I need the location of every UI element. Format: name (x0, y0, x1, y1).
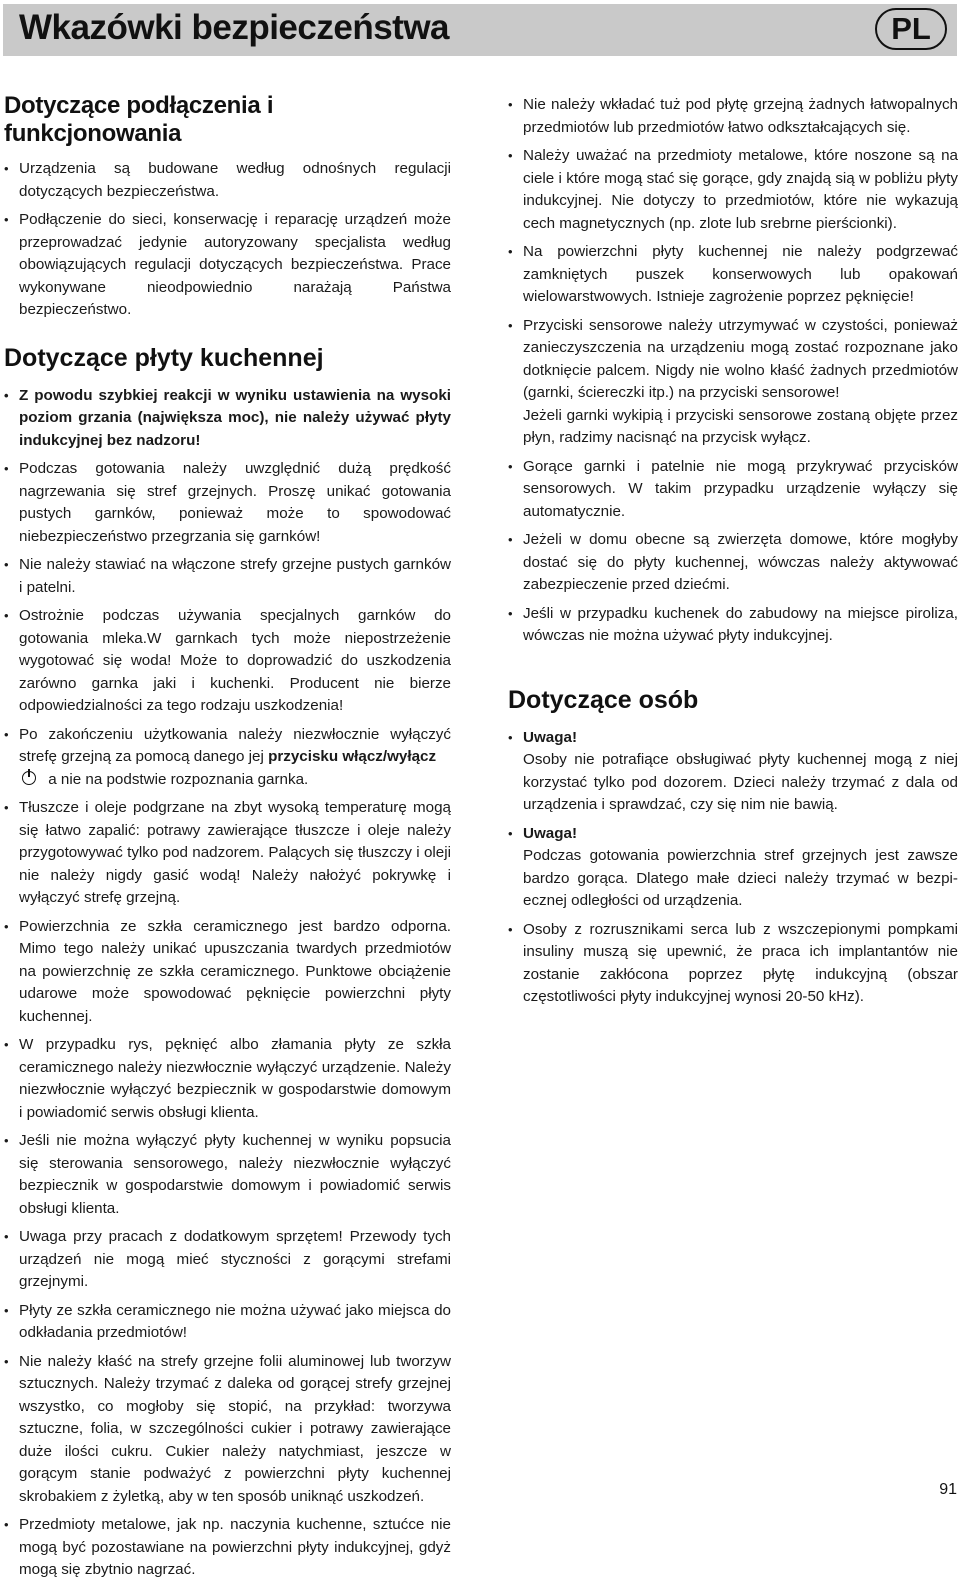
list-item: • Jeśli nie można wyłączyć płyty kuchennej w wyniku popsucia się sterowania sensorowego, należy niezwłocznie wyłączyć bezpiecznik w gospodarstwie domowym i powiadomić serwis obsługi klienta. (4, 1130, 451, 1220)
switch-button-label: przycisku włącz/wyłącz (268, 748, 437, 765)
list-item: • Powierzchnia ze szkła ceramicznego jest bardzo odporna. Mimo tego należy unikać upuszczania twardych przedmiotów na powierzchnię ze szkła ceramicznego. Punktowe obciążenie udarowe może spowodować pęknięcie powierzchni płyty kuchennej. (4, 916, 451, 1029)
left-column (4, 92, 451, 1588)
list-item: • Ostrożnie podczas używania specjalnych garnków do gotowania mleka.W garnkach tych może niepostrzeżenie wygotować się woda! Może to doprowadzić do uszkodzenia zarówno garnka jaki i kuchenki. Producent nie bierze odpowiedzialności za tego rodzaju uszkodzenia! (4, 605, 451, 718)
language-badge: PL (875, 8, 947, 50)
page-number: 91 (939, 1481, 957, 1498)
list-item: • Osoby z rozrusznikami serca lub z wszczepionymi pompkami insuliny muszą się upewnić, że praca ich implantantów nie zostanie zakłócona poprzez płytę indukcyjną (obszar częstotliwości płyty indukcyjnej wynosi 20-50 kHz). (508, 919, 958, 1009)
list-item: • Z powodu szybkiej reakcji w wyniku ustawienia na wysoki poziom grzania (największa moc), nie należy używać płyty indukcyjnej bez nadzoru! (4, 385, 451, 453)
list-item: • Nie należy stawiać na włączone strefy grzejne pustych garnków i patelni. (4, 554, 451, 599)
list-item: • Tłuszcze i oleje podgrzane na zbyt wysoką temperaturę mogą się łatwo zapalić: potrawy zawierające tłuszcze i oleje należy przygotowywać tylko pod nadzorem. Palących się tłuszczy i oleji nie należy nigdy gasić wodą! Należy nałożyć pokrywkę i wyłączyć strefę grzejną. (4, 797, 451, 910)
list-item: • Uwaga przy pracach z dodatkowym sprzętem! Przewody tych urządzeń nie mogą mieć styczności z gorącymi strefami grzejnymi. (4, 1226, 451, 1294)
hob-list-continued (508, 94, 958, 648)
warning-label: • Uwaga! (523, 824, 578, 842)
persons-list (508, 727, 958, 1009)
section-title-persons: Dotyczące osób (508, 685, 699, 714)
section-title-connection: Dotyczące podłączenia i funkcjonowania (4, 92, 274, 147)
list-item-warning: • Uwaga! Podczas gotowania powierzchnia stref grzejnych jest zawsze bardzo gorąca. Dlatego małe dzieci należy trzymać w bezpi-ecznej odległości od urządzenia. (508, 823, 958, 913)
list-item-switch: • Po zakończeniu użytkowania należy niezwłocznie wyłączyć strefę grzejną za pomocą danego jej przycisku włącz/wyłącz a nie na podstwie rozpoznania garnka. (4, 724, 451, 792)
list-item-sensor: • Przyciski sensorowe należy utrzymywać w czystości, ponieważ zanieczyszczenia na urządzeniu mogą zostać rozpoznane jako dotknięcie palcem. Nigdy nie wolno kłaść żadnych przedmiotów (garnki, ściereczki itp.) na przyciski sensorowe! Jeżeli garnki wykipią i przyciski sensorowe zostaną objęte przez płyn, radzimy nacisnąć na przycisk wyłącz. (508, 315, 958, 450)
list-item: • Nie należy kłaść na strefy grzejne folii aluminowej lub tworzyw sztucznych. Należy trzymać z daleka od gorącej strefy grzejnej wszystko, co mogłoby się stopić, na przykład: tworzywa sztuczne, folia, w szczególności cukier i potrawy zawierające duże ilości cukru. Cukier należy natychmiast, jeszcze w gorącym stanie podważyć z powierzchni płyty kuchennej skrobakiem z żyletką, aby w ten sposób uniknąć uszkodzeń. (4, 1351, 451, 1509)
list-item: • Należy uważać na przedmioty metalowe, które noszone są na ciele i które mogą stać się gorące, gdy znajdą sią w pobliżu płyty indukcyjnej. Nie dotyczy to przedmiotów, które nie wykazują cech magnetycznych (np. zlote lub srebrne pierścionki). (508, 145, 958, 235)
hob-list (4, 385, 451, 1582)
list-item: • Nie należy wkładać tuż pod płytę grzejną żadnych łatwopalnych przedmiotów lub przedmiotów łatwo odkształcających się. (508, 94, 958, 139)
list-item: • Jeżeli w domu obecne są zwierzęta domowe, które mogłyby dostać się do płyty kuchennej, wówczas należy aktywować zabezpieczenie przed dziećmi. (508, 529, 958, 597)
right-column (508, 94, 958, 1015)
page-title: Wkazówki bezpieczeństwa (19, 8, 450, 47)
list-item: • Płyty ze szkła ceramicznego nie można używać jako miejsca do odkładania przedmiotów! (4, 1300, 451, 1345)
list-item: • Przedmioty metalowe, jak np. naczynia kuchenne, sztućce nie mogą być pozostawiane na powierzchni płyty indukcyjnej, gdyż mogą się zbytnio nagrzać. (4, 1514, 451, 1582)
page-header (3, 4, 957, 56)
list-item: • Jeśli w przypadku kuchenek do zabudowy na miejsce piroliza, wówczas nie można używać płyty indukcyjnej. (508, 603, 958, 648)
warning-label: • Uwaga! (523, 728, 578, 746)
list-item: • Na powierzchni płyty kuchennej nie należy podgrzewać zamkniętych puszek konserwowych lub opakowań wielowarstwowych. Istnieje zagrożenie poprzez pęknięcie! (508, 241, 958, 309)
list-item: • W przypadku rys, pęknięć albo złamania płyty ze szkła ceramicznego należy niezwłocznie wyłączyć urządzenie. Należy niezwłocznie wyłączyć bezpiecznik w gospodarstwie domowym i powiadomić serwis obsługi klienta. (4, 1034, 451, 1124)
list-item: • Podczas gotowania należy uwzględnić dużą prędkość nagrzewania się stref grzejnych. Proszę unikać gotowania pustych garnków, ponieważ może to spowodować niebezpieczeństwo przegrzania się garnków! (4, 458, 451, 548)
list-item-warning: • Uwaga! Osoby nie potrafiące obsługiwać płyty kuchennej mogą z niej korzystać tylko pod dozorem. Dzieci należy trzymać z dala od urządzenia i sprawdzać, czy się nim nie bawią. (508, 727, 958, 817)
list-item: • Urządzenia są budowane według odnośnych regulacji dotyczących bezpieczeństwa. (4, 158, 451, 203)
connection-list (4, 158, 451, 322)
list-item: • Gorące garnki i patelnie nie mogą przykrywać przycisków sensorowych. W takim przypadku urządzenie wyłączy się automatycznie. (508, 456, 958, 524)
power-icon (22, 771, 36, 785)
section-title-hob: Dotyczące płyty kuchennej (4, 343, 324, 372)
list-item: • Podłączenie do sieci, konserwację i reparację urządzeń może przeprowadzać jedynie autoryzowany specjalista według obowiązujących regulacji dotyczących bezpieczeństwa. Prace wykonywane nieodpowiednio narażają Państwa bezpieczeństwo. (4, 209, 451, 322)
